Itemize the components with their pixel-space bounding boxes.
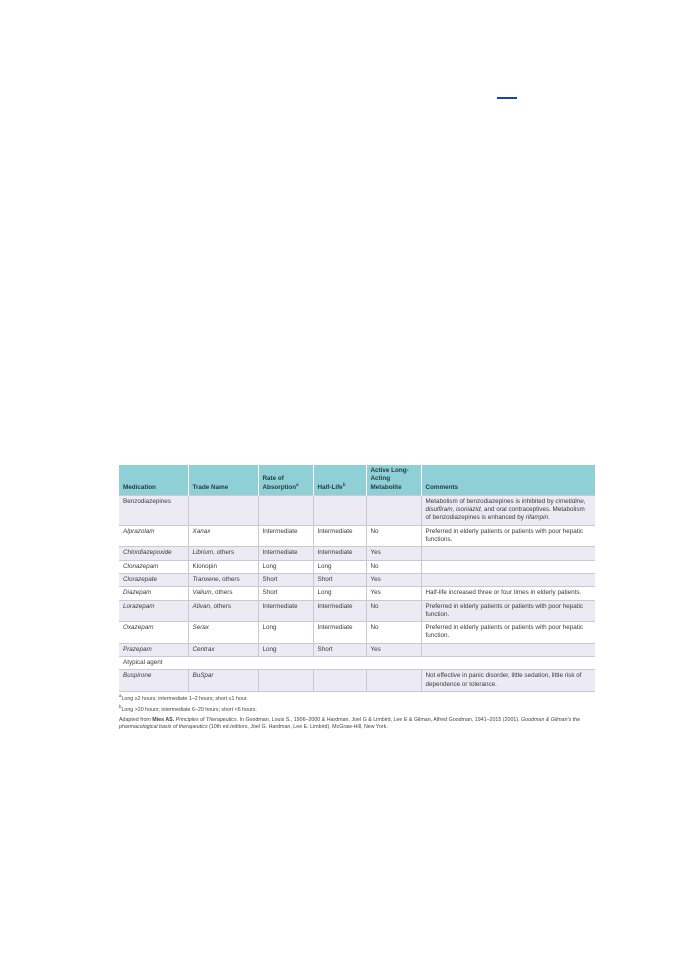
cell-comments [421, 622, 595, 644]
cell-half-life: Short [313, 573, 366, 586]
trade-name-suffix: , others [218, 575, 240, 583]
cell-comments [421, 600, 595, 622]
cell-trade-name [188, 525, 258, 547]
cell-half-life [313, 495, 366, 525]
cell-active-metabolite: Yes [366, 643, 421, 656]
cell-half-life: Intermediate [313, 622, 366, 644]
table-row [119, 670, 595, 692]
trade-name: Xanax [192, 527, 211, 535]
medication-name: Lorazepam [123, 602, 155, 610]
cell-comments [421, 643, 595, 656]
cell-medication [119, 587, 188, 600]
citation-part: Adapted from [119, 717, 153, 724]
comment-text: cimetidine, disulfiram, isoniazid, [425, 497, 586, 514]
benzodiazepine-table [119, 465, 595, 692]
cell-active-metabolite: No [366, 560, 421, 573]
cell-active-metabolite: Yes [366, 587, 421, 600]
source-citation [119, 717, 595, 730]
cell-half-life: Short [313, 643, 366, 656]
trade-name: Tranxene [192, 575, 219, 583]
citation-part: Goodman & Gilman's the pharmacological basis of therapeutics [119, 717, 581, 730]
medication-name: Clorazepate [123, 575, 157, 583]
trade-name: Valium [192, 589, 212, 597]
cell-rate-of-absorption: Intermediate [258, 547, 313, 560]
table-row [119, 657, 595, 670]
cell-rate-of-absorption [258, 495, 313, 525]
table-header-row [119, 465, 595, 495]
citation-part: (10th ed./editors, Joel G. Hardman, Lee E. Limbird). McGraw-Hill, New York. [207, 723, 388, 730]
citation-part: Mies AS. [152, 717, 175, 724]
cell-active-metabolite [366, 670, 421, 692]
cell-medication [119, 495, 188, 525]
table-row [119, 525, 595, 547]
trade-name-suffix: , others [211, 589, 233, 597]
cell-medication [119, 643, 188, 656]
cell-comments [421, 573, 595, 586]
comment-text: Half-life increased three or four times in elderly patients. [425, 589, 582, 597]
comment-text: Metabolism of benzodiazepines is inhibited by [425, 497, 556, 505]
trade-name: Librium [192, 549, 214, 557]
cell-active-metabolite [366, 495, 421, 525]
cell-trade-name [188, 587, 258, 600]
header-rate-of-absorption: Rate of Absorption$^a$ [258, 465, 313, 495]
cell-rate-of-absorption: Long [258, 560, 313, 573]
medication-name: Diazepam [123, 589, 152, 597]
cell-comments [421, 670, 595, 692]
trade-name-suffix: , others [213, 549, 235, 557]
cell-comments [421, 525, 595, 547]
comment-text: rifampin [525, 514, 549, 522]
cell-comments [421, 547, 595, 560]
cell-medication [119, 573, 188, 586]
cell-medication [119, 600, 188, 622]
cell-medication [119, 622, 188, 644]
section-label: Atypical agent [119, 657, 595, 670]
trade-name-suffix: , others [210, 602, 232, 610]
comment-text: Preferred in elderly patients or patients with poor hepatic functions. [425, 527, 584, 544]
table-row [119, 600, 595, 622]
cell-half-life: Long [313, 587, 366, 600]
cell-active-metabolite: Yes [366, 573, 421, 586]
table-footnotes [119, 693, 595, 730]
comment-text: Not effective in panic disorder, little sedation, little risk of dependence or tolerance. [425, 672, 582, 688]
cell-comments [421, 560, 595, 573]
cell-active-metabolite: No [366, 622, 421, 644]
header-trade-name: Trade Name [188, 465, 258, 495]
medication-name: Buspirone [123, 672, 152, 680]
cell-active-metabolite: No [366, 600, 421, 622]
cell-rate-of-absorption: Short [258, 573, 313, 586]
cell-trade-name [188, 643, 258, 656]
cell-comments [421, 495, 595, 525]
cell-medication [119, 547, 188, 560]
table-row [119, 622, 595, 644]
cell-trade-name [188, 622, 258, 644]
medication-name: Prazepam [123, 645, 152, 653]
trade-name: Serax [192, 624, 209, 632]
cell-half-life: Long [313, 560, 366, 573]
comment-text: and oral contraceptives. Metabolism of benzodiazepines is enhanced by [425, 506, 585, 522]
cell-comments [421, 587, 595, 600]
cell-rate-of-absorption: Intermediate [258, 525, 313, 547]
comment-text: Preferred in elderly patients or patients with poor hepatic function. [425, 602, 584, 618]
comment-text: Preferred in elderly patients or patients with poor hepatic function. [425, 624, 584, 640]
cell-half-life [313, 670, 366, 692]
medication-name: Oxazepam [123, 624, 154, 632]
link-underline-mark[interactable] [497, 97, 517, 99]
medication-name: Alprazolam [123, 527, 155, 535]
trade-name: Centrax [192, 645, 215, 653]
footnote-a: $^a$Long ≥2 hours; intermediate 1–2 hours; short ≤1 hour. [119, 693, 248, 702]
cell-medication [119, 560, 188, 573]
table-row [119, 587, 595, 600]
header-comments: Comments [421, 465, 595, 495]
citation-part: In Goodman, Louis S., 1906–2000 & Hardman, Joel G & Limbird, Lee E & Gilman, Alfred Goodman, 1941–2015 (2001). [238, 717, 522, 724]
header-medication: Medication [119, 465, 188, 495]
table-row [119, 495, 595, 525]
citation-part: Principles of Therapeutics. [175, 717, 239, 724]
cell-rate-of-absorption: Long [258, 643, 313, 656]
trade-name: Klonopin [192, 562, 218, 570]
cell-medication [119, 670, 188, 692]
footnote-b: $^b$Long >20 hours; intermediate 6–20 hours; short <6 hours. [119, 703, 257, 713]
cell-rate-of-absorption: Intermediate [258, 600, 313, 622]
benzodiazepine-table-figure [119, 465, 595, 734]
table-row [119, 643, 595, 656]
cell-trade-name [188, 547, 258, 560]
medication-name: Clonazepam [123, 562, 159, 570]
table-body [119, 495, 595, 691]
cell-active-metabolite: No [366, 525, 421, 547]
medication-name: Chlordiazepoxide [123, 549, 172, 557]
cell-trade-name [188, 573, 258, 586]
cell-active-metabolite: Yes [366, 547, 421, 560]
cell-half-life: Intermediate [313, 525, 366, 547]
header-half-life: Half-Life$^b$ [313, 465, 366, 495]
cell-trade-name [188, 670, 258, 692]
cell-half-life: Intermediate [313, 547, 366, 560]
trade-name: Ativan [192, 602, 211, 610]
cell-half-life: Intermediate [313, 600, 366, 622]
medication-name: Benzodiazepines [123, 497, 171, 505]
cell-trade-name [188, 600, 258, 622]
cell-rate-of-absorption [258, 670, 313, 692]
table-row [119, 560, 595, 573]
cell-trade-name [188, 495, 258, 525]
trade-name: BuSpar [192, 672, 214, 680]
cell-medication [119, 525, 188, 547]
cell-trade-name [188, 560, 258, 573]
table-row [119, 573, 595, 586]
comment-text: . [548, 514, 550, 522]
table-row [119, 547, 595, 560]
cell-rate-of-absorption: Long [258, 622, 313, 644]
header-active-metabolite: Active Long-Acting Metabolite [366, 465, 421, 495]
cell-rate-of-absorption: Short [258, 587, 313, 600]
